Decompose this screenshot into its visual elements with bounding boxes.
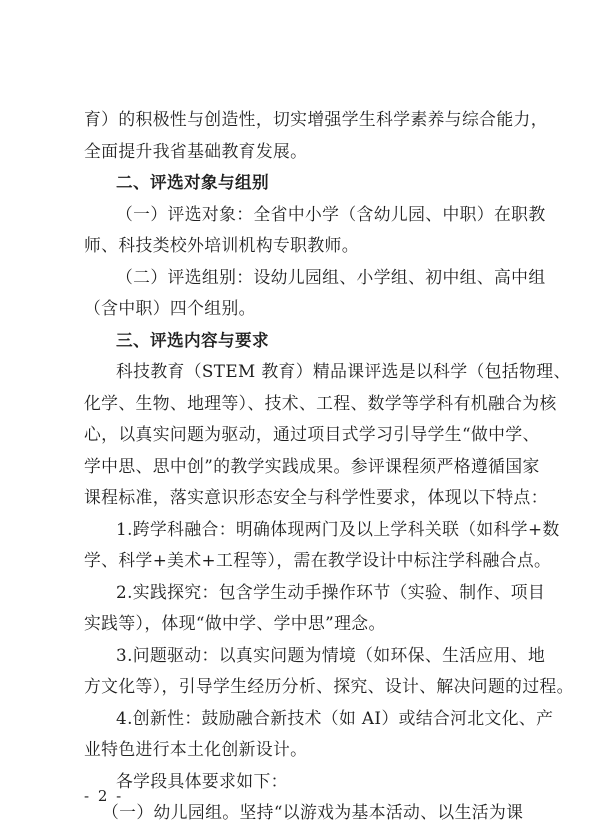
feature-item-3-cont: 方文化等），引导学生经历分析、探究、设计、解决问题的过程。 <box>84 676 574 696</box>
feature-item-1-cont: 学、科学+美术+工程等），需在教学设计中标注学科融合点。 <box>84 550 552 570</box>
section-heading-3: 三、评选内容与要求 <box>116 330 269 350</box>
paragraph-stem-intro: 科技教育（STEM 教育）精品课评选是以科学（包括物理、 <box>116 361 571 381</box>
feature-item-2: 2.实践探究：包含学生动手操作环节（实验、制作、项目 <box>116 581 546 602</box>
body-line-continuation: 育）的积极性与创造性，切实增强学生科学素养与综合能力， <box>84 109 548 129</box>
paragraph-evaluation-target: （一）评选对象：全省中小学（含幼儿园、中职）在职教 <box>116 203 546 224</box>
feature-item-2-cont: 实践等），体现“做中学、学中思”理念。 <box>84 613 386 633</box>
document-body <box>84 104 574 829</box>
paragraph-stem-intro-cont: 课程标准，落实意识形态安全与科学性要求，体现以下特点： <box>84 487 548 507</box>
section-heading-2: 二、评选对象与组别 <box>116 173 269 192</box>
paragraph-evaluation-groups: （二）评选组别：设幼儿园组、小学组、初中组、高中组 <box>116 266 546 287</box>
feature-item-3: 3.问题驱动：以真实问题为情境（如环保、生活应用、地 <box>116 644 546 665</box>
paragraph-evaluation-target-cont: 师、科技类校外培训机构专职教师。 <box>84 235 359 255</box>
feature-item-1: 1.跨学科融合：明确体现两门及以上学科关联（如科学+数 <box>116 518 560 539</box>
feature-item-4-cont: 业特色进行本土化创新设计。 <box>84 739 308 759</box>
paragraph-stem-intro-cont: 心，以真实问题为驱动，通过项目式学习引导学生“做中学、 <box>84 424 540 444</box>
paragraph-stage-requirements: 各学段具体要求如下： <box>116 770 288 791</box>
body-line-continuation: 全面提升我省基础教育发展。 <box>84 140 308 161</box>
paragraph-evaluation-groups-cont: （含中职）四个组别。 <box>84 298 256 318</box>
paragraph-kindergarten-group: （一）幼儿园组。坚持“以游戏为基本活动、以生活为课 <box>102 802 524 822</box>
paragraph-stem-intro-cont: 化学、生物、地理等）、技术、工程、数学等学科有机融合为核 <box>84 392 557 413</box>
page-number: - 2 - <box>84 787 124 805</box>
paragraph-stem-intro-cont: 学中思、思中创”的教学实践成果。参评课程须严格遵循国家 <box>84 455 540 476</box>
feature-item-4: 4.创新性：鼓励融合新技术（如 AI）或结合河北文化、产 <box>116 707 554 728</box>
